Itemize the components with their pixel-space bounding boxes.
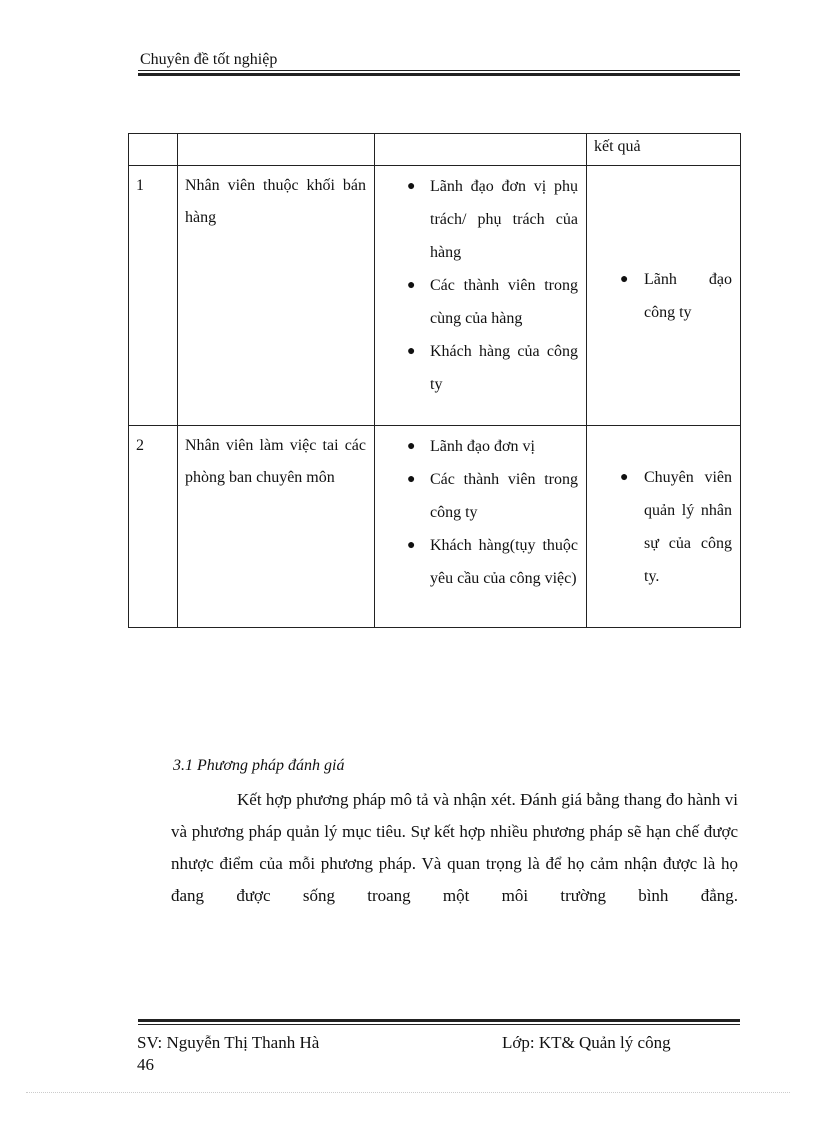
list-item: ● Các thành viên trong cùng của hàng	[375, 269, 578, 335]
table-header-row	[129, 134, 741, 166]
bullet-icon: ●	[407, 472, 416, 487]
bullet-icon: ●	[620, 271, 629, 287]
bullet-icon: ●	[620, 469, 629, 485]
footer-student: SV: Nguyễn Thị Thanh Hà	[137, 1033, 320, 1052]
footer-rule-thin	[138, 1024, 740, 1025]
header-cell	[129, 134, 178, 166]
row-evaluators	[375, 166, 587, 426]
header-cell-result: kết quả	[587, 134, 741, 166]
page-number: 46	[137, 1055, 154, 1074]
paragraph-text: Kết hợp phương pháp mô tả và nhận xét. Đánh giá bằng thang đo hành vi và phương pháp quản lý mục tiêu. Sự kết hợp nhiều phương pháp sẽ hạn chế được nhược điểm của mỗi phương pháp. Và quan trọng là để họ cảm nhận được là họ đang được sống troang một môi trường bình đẳng.	[171, 790, 738, 905]
table-row	[129, 426, 741, 628]
list-item: ● Chuyên viên quản lý nhân sự của công ty.	[587, 461, 732, 593]
section-heading: 3.1 Phương pháp đánh giá	[173, 757, 345, 774]
footer-rule-thick	[138, 1019, 740, 1022]
list-item: ● Lãnh đạo công ty	[587, 263, 732, 329]
bullet-icon: ●	[407, 538, 416, 553]
row-evaluators	[375, 426, 587, 628]
header-cell	[178, 134, 375, 166]
row-number: 1	[129, 166, 178, 426]
list-item: ● Khách hàng của công ty	[375, 335, 578, 401]
bullet-icon: ●	[407, 439, 416, 454]
table-row	[129, 166, 741, 426]
bullet-icon: ●	[407, 179, 416, 194]
row-result	[587, 426, 741, 628]
page-header-title: Chuyên đề tốt nghiệp	[140, 51, 278, 68]
list-item: ● Lãnh đạo đơn vị phụ trách/ phụ trách của hàng	[375, 170, 578, 269]
bullet-icon: ●	[407, 344, 416, 359]
header-rule-thin	[138, 70, 740, 71]
list-item: ● Lãnh đạo đơn vị	[375, 430, 578, 463]
row-object: Nhân viên thuộc khối bán hàng	[178, 166, 375, 426]
evaluation-table	[128, 133, 741, 628]
list-item: ● Các thành viên trong công ty	[375, 463, 578, 529]
row-object: Nhân viên làm việc tai các phòng ban chuyên môn	[178, 426, 375, 628]
header-rule-thick	[138, 73, 740, 76]
bullet-icon: ●	[407, 278, 416, 293]
page-edge-divider	[26, 1092, 790, 1093]
list-item: ● Khách hàng(tụy thuộc yêu cầu của công việc)	[375, 529, 578, 595]
header-cell	[375, 134, 587, 166]
footer-class: Lớp: KT& Quản lý công	[502, 1033, 671, 1052]
row-result	[587, 166, 741, 426]
row-number: 2	[129, 426, 178, 628]
section-paragraph	[171, 784, 738, 912]
